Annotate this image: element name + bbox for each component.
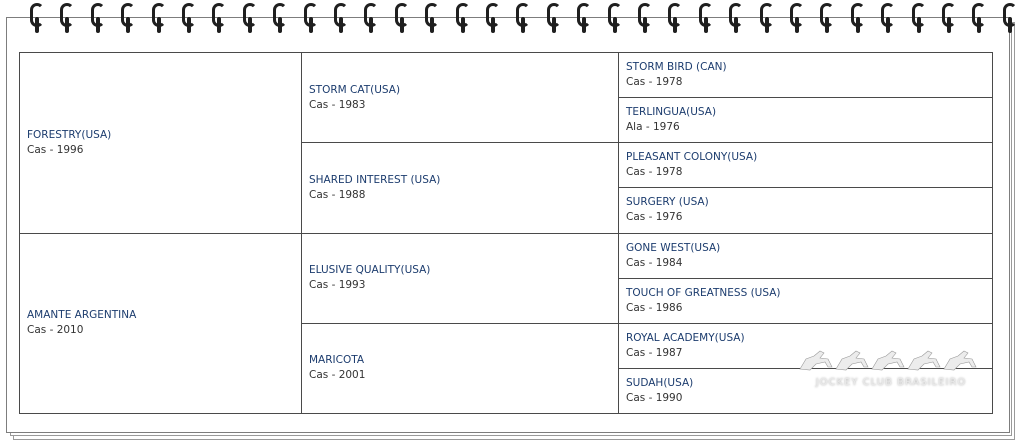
gen3-info: Cas - 1987 [626, 346, 683, 359]
binding-ring-icon [760, 3, 772, 33]
binding-ring-icon [425, 3, 437, 33]
gen3-name[interactable]: SURGERY (USA) [626, 196, 709, 209]
binding-ring-icon [851, 3, 863, 33]
gen3-info: Cas - 1984 [626, 256, 683, 269]
sire-name[interactable]: FORESTRY(USA) [27, 128, 112, 141]
binding-ring-icon [364, 3, 376, 33]
dam-dam-info: Cas - 2001 [309, 369, 366, 382]
binding-ring-icon [638, 3, 650, 33]
gen3-info: Cas - 1990 [626, 391, 683, 404]
dam-sire-info: Cas - 1993 [309, 279, 366, 292]
gen3-name[interactable]: ROYAL ACADEMY(USA) [626, 331, 745, 344]
gen3-name[interactable]: GONE WEST(USA) [626, 241, 721, 254]
jockey-club-watermark [796, 345, 986, 393]
racing-horses-icon [796, 345, 986, 375]
gen3-cell [619, 278, 993, 323]
binding-ring-icon [881, 3, 893, 33]
binding-ring-icon [91, 3, 103, 33]
binding-ring-icon [152, 3, 164, 33]
gen3-cell [619, 233, 993, 278]
binding-ring-icon [699, 3, 711, 33]
gen3-name[interactable]: PLEASANT COLONY(USA) [626, 151, 758, 164]
gen3-name[interactable]: STORM BIRD (CAN) [626, 61, 727, 74]
sire-sire-info: Cas - 1983 [309, 98, 366, 111]
binding-ring-icon [60, 3, 72, 33]
dam-cell [20, 233, 302, 414]
gen3-name[interactable]: SUDAH(USA) [626, 376, 694, 389]
dam-dam-cell [302, 323, 619, 413]
binding-ring-icon [182, 3, 194, 33]
binding-ring-icon [547, 3, 559, 33]
binding-ring-icon [121, 3, 133, 33]
binding-ring-icon [486, 3, 498, 33]
gen3-name[interactable]: TOUCH OF GREATNESS (USA) [626, 286, 781, 299]
sire-sire-name[interactable]: STORM CAT(USA) [309, 83, 401, 96]
dam-sire-cell [302, 233, 619, 323]
binding-ring-icon [577, 3, 589, 33]
gen3-name[interactable]: TERLINGUA(USA) [626, 106, 717, 119]
sire-cell [20, 53, 302, 234]
gen3-info: Cas - 1978 [626, 76, 683, 89]
dam-name[interactable]: AMANTE ARGENTINA [27, 309, 137, 322]
dam-sire-name[interactable]: ELUSIVE QUALITY(USA) [309, 264, 431, 277]
binding-ring-icon [820, 3, 832, 33]
dam-dam-name[interactable]: MARICOTA [309, 354, 365, 367]
watermark-text: JOCKEY CLUB BRASILEIRO [815, 377, 967, 388]
binding-ring-icon [972, 3, 984, 33]
binding-ring-icon [30, 3, 42, 33]
gen3-info: Cas - 1986 [626, 301, 683, 314]
binding-ring-icon [304, 3, 316, 33]
gen3-cell [619, 53, 993, 98]
binding-ring-icon [608, 3, 620, 33]
binding-ring-icon [912, 3, 924, 33]
binding-ring-icon [790, 3, 802, 33]
dam-info: Cas - 2010 [27, 324, 84, 337]
sire-sire-cell [302, 53, 619, 143]
binding-ring-icon [668, 3, 680, 33]
binding-ring-icon [395, 3, 407, 33]
binding-ring-icon [729, 3, 741, 33]
binding-ring-icon [212, 3, 224, 33]
binding-ring-icon [942, 3, 954, 33]
gen3-info: Ala - 1976 [626, 121, 680, 134]
sire-dam-info: Cas - 1988 [309, 188, 366, 201]
gen3-cell [619, 98, 993, 143]
spiral-binding [0, 0, 1024, 34]
gen3-info: Cas - 1976 [626, 211, 683, 224]
binding-ring-icon [334, 3, 346, 33]
gen3-info: Cas - 1978 [626, 166, 683, 179]
binding-ring-icon [456, 3, 468, 33]
sire-info: Cas - 1996 [27, 143, 84, 156]
binding-ring-icon [243, 3, 255, 33]
gen3-cell [619, 188, 993, 233]
binding-ring-icon [516, 3, 528, 33]
binding-ring-icon [1003, 3, 1015, 33]
sire-dam-name[interactable]: SHARED INTEREST (USA) [309, 173, 441, 186]
sire-dam-cell [302, 143, 619, 233]
binding-ring-icon [273, 3, 285, 33]
gen3-cell [619, 143, 993, 188]
